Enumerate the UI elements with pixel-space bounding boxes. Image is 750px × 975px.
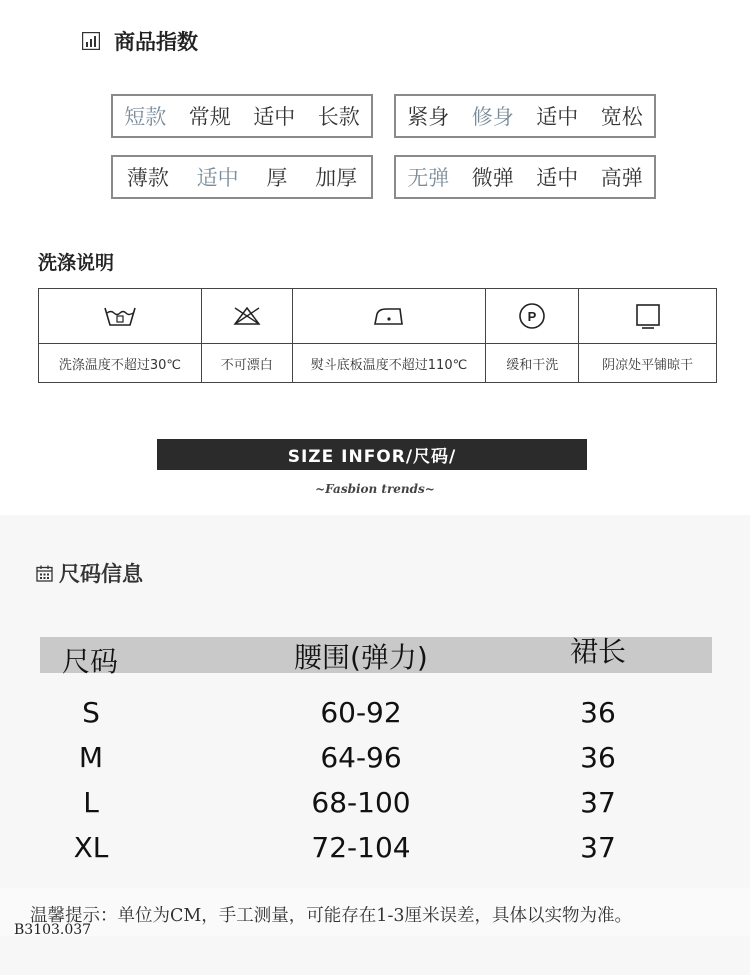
thickness-option: 适中 (196, 166, 239, 190)
no-bleach-icon (232, 305, 262, 327)
wash-label: 阴凉处平铺晾干 (579, 344, 717, 383)
dry-flat-icon-cell (579, 289, 717, 344)
length-cell: 37 (580, 831, 616, 864)
thickness-index-box (111, 155, 373, 199)
size-cell: L (83, 786, 99, 819)
length-column-header: 裙长 (570, 635, 627, 668)
size-cell: XL (73, 831, 109, 864)
waist-cell: 72-104 (311, 831, 411, 864)
fashion-trends-subtitle: ~Fasbion trends~ (315, 482, 435, 496)
wash-instructions-table (38, 288, 717, 383)
waist-cell: 68-100 (311, 786, 411, 819)
wash-label: 洗涤温度不超过30℃ (39, 344, 202, 383)
wash-instructions-title: 洗涤说明 (38, 252, 115, 274)
dry-clean-icon-cell (486, 289, 579, 344)
dry-flat-shade-icon (635, 303, 661, 329)
elasticity-option: 无弹 (407, 166, 450, 190)
size-info-banner: SIZE INFOR/尺码/ (157, 439, 587, 470)
dry-clean-p-icon (518, 302, 546, 330)
length-option: 常规 (188, 105, 231, 129)
waist-cell: 60-92 (320, 696, 402, 729)
waist-cell: 64-96 (320, 741, 402, 774)
iron-icon (372, 305, 406, 327)
wash-label: 缓和干洗 (486, 344, 579, 383)
wash-icon-cell (39, 289, 202, 344)
svg-text:P: P (527, 309, 537, 324)
length-index-box (111, 94, 373, 138)
calendar-icon (36, 565, 53, 582)
length-cell: 37 (580, 786, 616, 819)
bleach-icon-cell (201, 289, 292, 344)
fit-option: 适中 (536, 105, 579, 129)
bar-chart-icon (82, 32, 100, 50)
thickness-option: 加厚 (315, 166, 358, 190)
fit-option: 宽松 (600, 105, 643, 129)
length-option: 长款 (317, 105, 360, 129)
iron-icon-cell (292, 289, 486, 344)
size-cell: S (82, 696, 100, 729)
product-code: B3103.037 (14, 922, 92, 938)
length-option: 适中 (253, 105, 296, 129)
length-cell: 36 (580, 696, 616, 729)
length-cell: 36 (580, 741, 616, 774)
waist-column-header: 腰围(弹力) (294, 641, 428, 674)
elasticity-option: 适中 (536, 166, 579, 190)
measurement-note-bar (0, 888, 750, 936)
size-info-heading (36, 558, 143, 588)
fit-index-box (394, 94, 656, 138)
thickness-option: 厚 (266, 166, 288, 190)
size-cell: M (78, 741, 104, 774)
wash-label: 不可漂白 (201, 344, 292, 383)
product-index-heading (82, 26, 198, 56)
elasticity-option: 微弹 (471, 166, 514, 190)
wash-label: 熨斗底板温度不超过110℃ (292, 344, 486, 383)
size-column-header: 尺码 (62, 645, 119, 678)
measurement-note: 温馨提示：单位为CM，手工测量，可能存在1-3厘米误差，具体以实物为准。 (30, 906, 632, 926)
elasticity-option: 高弹 (600, 166, 643, 190)
elasticity-index-box (394, 155, 656, 199)
product-index-title: 商品指数 (114, 30, 198, 54)
fit-option: 紧身 (407, 105, 450, 129)
size-info-title: 尺码信息 (59, 562, 143, 586)
thickness-option: 薄款 (126, 166, 169, 190)
length-option: 短款 (124, 105, 167, 129)
wash-basin-icon (103, 304, 137, 328)
fit-option: 修身 (471, 105, 514, 129)
